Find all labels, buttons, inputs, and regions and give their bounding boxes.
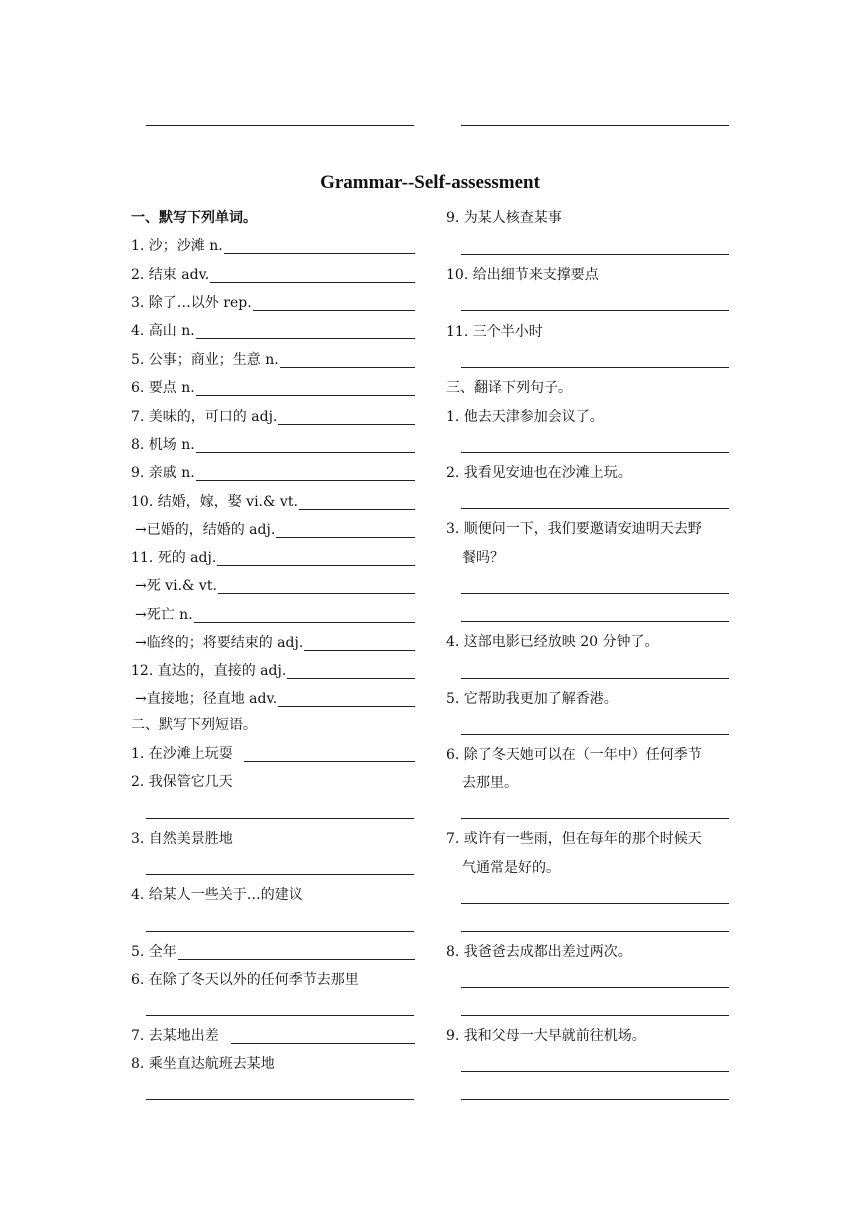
word-item-label: 6. 要点 n. xyxy=(131,380,195,396)
phrase-8-label: 8. 乘坐直达航班去某地 xyxy=(131,1056,275,1072)
translate-8-blank-2[interactable] xyxy=(461,1015,729,1016)
word-item-blank[interactable] xyxy=(253,310,415,311)
phrase-9-blank[interactable] xyxy=(461,254,729,255)
phrase-10-blank[interactable] xyxy=(461,310,729,311)
translate-3-blank-1[interactable] xyxy=(461,593,729,594)
word-item-label: 1. 沙；沙滩 n. xyxy=(131,238,223,254)
word-item-label: →死 vi.& vt. xyxy=(135,578,217,594)
word-item-label: →死亡 n. xyxy=(135,607,193,623)
word-item-label: 3. 除了…以外 rep. xyxy=(131,295,252,311)
word-item-blank[interactable] xyxy=(287,678,415,679)
word-item-label: 12. 直达的，直接的 adj. xyxy=(131,663,287,679)
phrase-6-blank[interactable] xyxy=(146,1015,414,1016)
word-item-label: 4. 高山 n. xyxy=(131,323,195,339)
word-item-label: 7. 美味的，可口的 adj. xyxy=(131,409,278,425)
word-item xyxy=(131,547,415,569)
top-answer-line-left xyxy=(146,125,414,126)
word-item-blank[interactable] xyxy=(276,537,415,538)
section-2-heading: 二、默写下列短语。 xyxy=(131,717,257,733)
translate-1-label: 1. 他去天津参加会议了。 xyxy=(446,409,604,425)
translate-7-blank-1[interactable] xyxy=(461,903,729,904)
word-item xyxy=(131,406,415,428)
phrase-1-label: 1. 在沙滩上玩耍 xyxy=(131,746,233,762)
phrase-7-label: 7. 去某地出差 xyxy=(131,1028,219,1044)
translate-9-blank-2[interactable] xyxy=(461,1099,729,1100)
phrase-1 xyxy=(131,743,415,765)
word-item-blank[interactable] xyxy=(196,480,415,481)
word-item xyxy=(131,292,415,314)
word-item-blank[interactable] xyxy=(210,282,415,283)
phrase-6-label: 6. 在除了冬天以外的任何季节去那里 xyxy=(131,972,359,988)
section-3-heading: 三、翻译下列句子。 xyxy=(446,380,572,396)
word-item xyxy=(131,688,415,710)
word-item-label: 5. 公事；商业；生意 n. xyxy=(131,352,279,368)
word-item-label: 8. 机场 n. xyxy=(131,437,195,453)
word-item xyxy=(131,632,415,654)
phrase-7-blank[interactable] xyxy=(231,1043,415,1044)
word-item-blank[interactable] xyxy=(299,509,415,510)
section-1-heading: 一、默写下列单词。 xyxy=(131,210,257,226)
translate-5-blank[interactable] xyxy=(461,734,729,735)
translate-6-label-cont: 去那里。 xyxy=(462,775,518,791)
word-item xyxy=(131,491,415,513)
translate-8-blank-1[interactable] xyxy=(461,987,729,988)
word-item xyxy=(131,462,415,484)
word-item-label: →临终的；将要结束的 adj. xyxy=(135,635,304,651)
translate-7-blank-2[interactable] xyxy=(461,931,729,932)
word-item-blank[interactable] xyxy=(217,565,415,566)
word-item-blank[interactable] xyxy=(196,338,415,339)
translate-7-label: 7. 或许有一些雨，但在每年的那个时候天 xyxy=(446,831,702,847)
word-item-blank[interactable] xyxy=(194,622,415,623)
translate-7-label-cont: 气通常是好的。 xyxy=(462,860,560,876)
word-item-label: 11. 死的 adj. xyxy=(131,550,217,566)
phrase-11-label: 11. 三个半小时 xyxy=(446,324,543,340)
word-item-blank[interactable] xyxy=(224,253,415,254)
phrase-3-label: 3. 自然美景胜地 xyxy=(131,831,233,847)
translate-3-label: 3. 顺便问一下，我们要邀请安迪明天去野 xyxy=(446,521,702,537)
word-item-label: 10. 结婚，嫁，娶 vi.& vt. xyxy=(131,494,298,510)
word-item xyxy=(131,235,415,257)
word-item-blank[interactable] xyxy=(196,395,415,396)
page-title: Grammar--Self-assessment xyxy=(320,172,540,193)
word-item-label: 9. 亲戚 n. xyxy=(131,465,195,481)
phrase-4-label: 4. 给某人一些关于…的建议 xyxy=(131,887,303,903)
phrase-3-blank[interactable] xyxy=(146,874,414,875)
translate-3-label-cont: 餐吗？ xyxy=(462,550,504,566)
word-item xyxy=(131,660,415,682)
phrase-10-label: 10. 给出细节来支撑要点 xyxy=(446,267,599,283)
phrase-1-blank[interactable] xyxy=(244,761,415,762)
translate-9-label: 9. 我和父母一大早就前往机场。 xyxy=(446,1028,646,1044)
translate-9-blank-1[interactable] xyxy=(461,1071,729,1072)
phrase-2-label: 2. 我保管它几天 xyxy=(131,774,233,790)
translate-2-blank[interactable] xyxy=(461,508,729,509)
phrase-7 xyxy=(131,1025,415,1047)
translate-5-label: 5. 它帮助我更加了解香港。 xyxy=(446,691,618,707)
word-item-blank[interactable] xyxy=(196,452,415,453)
word-item xyxy=(131,377,415,399)
top-answer-line-right xyxy=(461,125,729,126)
phrase-11-blank[interactable] xyxy=(461,367,729,368)
phrase-9-label: 9. 为某人核查某事 xyxy=(446,210,562,226)
word-item xyxy=(131,264,415,286)
translate-6-label: 6. 除了冬天她可以在（一年中）任何季节 xyxy=(446,747,702,763)
word-item-label: →已婚的，结婚的 adj. xyxy=(135,522,276,538)
phrase-5-blank[interactable] xyxy=(178,959,415,960)
word-item-blank[interactable] xyxy=(278,424,415,425)
translate-8-label: 8. 我爸爸去成都出差过两次。 xyxy=(446,944,632,960)
translate-3-blank-2[interactable] xyxy=(461,621,729,622)
translate-4-label: 4. 这部电影已经放映 20 分钟了。 xyxy=(446,634,659,650)
translate-1-blank[interactable] xyxy=(461,452,729,453)
word-item-label: 2. 结束 adv. xyxy=(131,267,210,283)
word-item-blank[interactable] xyxy=(218,593,415,594)
word-item-blank[interactable] xyxy=(304,650,415,651)
word-item-blank[interactable] xyxy=(280,367,415,368)
word-item xyxy=(131,320,415,342)
word-item xyxy=(131,519,415,541)
word-item-label: →直接地；径直地 adv. xyxy=(135,691,278,707)
translate-2-label: 2. 我看见安迪也在沙滩上玩。 xyxy=(446,465,632,481)
translate-6-blank[interactable] xyxy=(461,818,729,819)
phrase-5 xyxy=(131,941,415,963)
phrase-8-blank[interactable] xyxy=(146,1099,414,1100)
word-item-blank[interactable] xyxy=(278,706,415,707)
word-item xyxy=(131,575,415,597)
word-item xyxy=(131,434,415,456)
word-item xyxy=(131,604,415,626)
phrase-4-blank[interactable] xyxy=(146,931,414,932)
phrase-5-label: 5. 全年 xyxy=(131,944,177,960)
phrase-2-blank[interactable] xyxy=(146,818,414,819)
word-item xyxy=(131,349,415,371)
translate-4-blank[interactable] xyxy=(461,678,729,679)
